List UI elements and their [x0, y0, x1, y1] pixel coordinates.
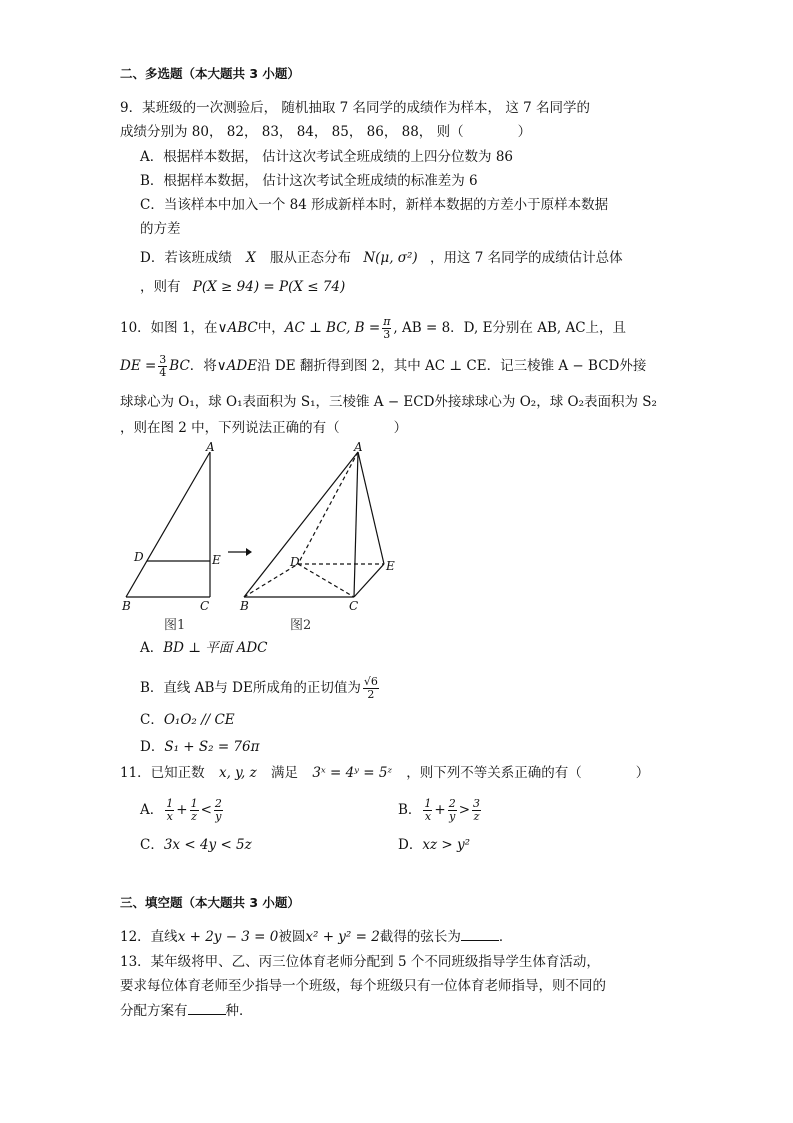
- q10-frac-den: 4: [159, 366, 167, 379]
- q10-option-d: [140, 737, 260, 757]
- fig2-edge-ad-hidden: [298, 452, 358, 564]
- q11-b-n3: 3: [473, 797, 481, 810]
- q9-d-text-c: ，用这 7 名同学的成绩估计总体: [429, 250, 623, 266]
- q12-text-a: 12．直线: [120, 929, 178, 945]
- q11-b-plus: +: [434, 802, 446, 818]
- q10-l1-math: AC ⊥ BC, B =: [284, 320, 381, 336]
- q9-d-text-a: D．若该班成绩: [140, 250, 232, 266]
- q10-a-label: A．: [140, 640, 164, 656]
- q11-a-rel: <: [200, 802, 212, 818]
- q11-c-math: 3x < 4y < 5z: [163, 837, 252, 853]
- q11-d-label: D．: [398, 837, 423, 853]
- q10-a-math: BD ⊥ 平面 ADC: [163, 640, 268, 656]
- q11-text-b: 满足: [271, 765, 299, 781]
- q9-option-c-line2: 的方差: [140, 221, 181, 237]
- q10-c-math: O₁O₂ // CE: [163, 712, 235, 728]
- q12-line-eq: x + 2y − 3 = 0: [177, 929, 279, 945]
- q10-l2-text-b: 沿 DE 翻折得到图 2，其中 AC ⊥ CE．记三棱锥 A − BCD外接: [257, 358, 647, 374]
- q11-b-n2: 2: [448, 797, 456, 810]
- q11-a-frac2: [190, 798, 199, 823]
- q10-b-fraction: [363, 676, 379, 701]
- q13-stem-line1: 13．某年级将甲、乙、丙三位体育老师分配到 5 个不同班级指导学生体育活动，: [120, 954, 600, 970]
- q9-d2-text: ，则有: [140, 279, 181, 295]
- q10-l1-text-b: 中，: [257, 320, 285, 336]
- q11-b-n1: 1: [424, 797, 432, 810]
- fig2-label-c: C: [349, 599, 359, 613]
- q12-text-b: 被圆: [278, 929, 306, 945]
- q9-option-d-line1: [140, 248, 623, 268]
- fig2-edge-dc-hidden: [298, 564, 354, 597]
- q9-d-var-x: X: [246, 250, 256, 266]
- q10-frac-num: 3: [159, 353, 167, 366]
- q11-a-n1: 1: [166, 797, 174, 810]
- q10-l2-text-a: ．将: [189, 358, 217, 374]
- q12-answer-blank[interactable]: [461, 926, 499, 941]
- fig1-edge-ab: [126, 452, 210, 597]
- q10-l2-triangle: ∨ADE: [216, 358, 258, 374]
- q10-option-b: [140, 676, 381, 701]
- fig2-edge-ce: [354, 564, 384, 597]
- q11-a-plus: +: [176, 802, 188, 818]
- q9-option-c-line1: C．当该样本中加入一个 84 形成新样本时，新样本数据的方差小于原样本数据: [140, 197, 609, 213]
- q11-a-d1: x: [166, 810, 173, 823]
- q11-a-d2: z: [191, 810, 197, 823]
- q11-text-c: ，则下列不等关系正确的有（ ）: [406, 765, 650, 781]
- fig1-label-a: A: [206, 440, 215, 454]
- q10-stem-line4: ，则在图 2 中，下列说法正确的有（ ）: [120, 420, 408, 436]
- q10-three: 3: [383, 328, 391, 341]
- q9-d-text-b: 服从正态分布: [270, 250, 352, 266]
- q9-d2-prob: P(X ≥ 94) = P(X ≤ 74): [192, 279, 346, 295]
- q10-b-text: B．直线 AB与 DE所成角的正切值为: [140, 680, 361, 696]
- q10-pi-over-3: [382, 316, 391, 341]
- q11-option-b: [398, 798, 483, 823]
- q13-text-a: 分配方案有: [120, 1003, 188, 1019]
- q11-option-a: [140, 798, 225, 823]
- q10-option-a: [140, 638, 267, 658]
- q10-figures: [110, 440, 410, 640]
- fig2-edge-ab: [244, 452, 358, 597]
- q9-option-b: B．根据样本数据， 估计这次考试全班成绩的标准差为 6: [140, 173, 478, 189]
- q9-d-normal: N(μ, σ²): [363, 250, 418, 266]
- fig2-edge-ac: [354, 452, 358, 597]
- q11-b-d3: z: [473, 810, 480, 823]
- section-heading-fill: 三、填空题（本大题共 3 小题）: [120, 895, 300, 910]
- q11-b-frac3: [472, 798, 481, 823]
- fig2-label-d: D: [290, 555, 300, 569]
- q11-stem: [120, 763, 649, 783]
- q12-stem: [120, 926, 512, 947]
- q11-b-label: B．: [398, 802, 422, 818]
- q10-b-den: 2: [367, 688, 375, 701]
- q9-stem-line1: 9．某班级的一次测验后， 随机抽取 7 名同学的成绩作为样本， 这 7 名同学的: [120, 100, 591, 116]
- q11-b-rel: >: [458, 802, 471, 818]
- fig1-label-c: C: [200, 599, 210, 613]
- fig1-label-e: E: [212, 553, 221, 567]
- q11-b-frac1: [423, 798, 432, 823]
- q10-l1-triangle: ∨ABC: [217, 320, 258, 336]
- q11-a-n2: 1: [190, 797, 198, 810]
- q11-a-frac1: [165, 798, 174, 823]
- fig2-label-a: A: [354, 440, 363, 454]
- fig1-caption: 图1: [164, 618, 186, 633]
- q12-text-d: ．: [498, 929, 513, 945]
- q10-option-c: [140, 710, 235, 730]
- q13-stem-line3: [120, 1000, 253, 1021]
- q11-a-frac3: [214, 798, 223, 823]
- q11-a-n3: 2: [214, 797, 222, 810]
- q10-vector-bc: BC: [169, 358, 190, 374]
- q12-circle-eq: x² + y² = 2: [305, 929, 380, 945]
- q11-b-d1: x: [424, 810, 432, 823]
- fig1-label-b: B: [122, 599, 131, 613]
- q11-option-d: [398, 835, 470, 855]
- q11-a-d3: y: [215, 810, 222, 823]
- q9-option-a: A．根据样本数据， 估计这次考试全班成绩的上四分位数为 86: [140, 149, 514, 165]
- q11-b-frac2: [448, 798, 457, 823]
- q10-c-label: C．: [140, 712, 164, 728]
- q10-l1-text-a: 10．如图 1，在: [120, 320, 218, 336]
- fig2-label-b: B: [240, 599, 249, 613]
- section-heading-multi: 二、多选题（本大题共 3 小题）: [120, 66, 300, 81]
- q10-l1-text-d: , AB = 8．D, E分别在 AB, AC上，且: [393, 320, 627, 336]
- q11-vars: x, y, z: [218, 765, 257, 781]
- q11-equation: 3ˣ = 4ʸ = 5ᶻ: [312, 765, 392, 781]
- q10-vector-de: DE =: [120, 358, 157, 374]
- q10-stem-line1: [120, 316, 626, 341]
- q13-text-b: 种．: [225, 1003, 253, 1019]
- q10-b-num: √6: [363, 675, 378, 688]
- q11-a-label: A．: [140, 802, 164, 818]
- q10-stem-line2: [120, 354, 646, 379]
- fig2-edge-ae: [358, 452, 384, 564]
- q11-option-c: [140, 835, 252, 855]
- fold-arrow-icon: [246, 548, 252, 556]
- q11-text-a: 11．已知正数: [120, 765, 205, 781]
- q11-b-d2: y: [449, 810, 456, 823]
- q10-stem-line3: 球球心为 O₁，球 O₁表面积为 S₁，三棱锥 A − ECD外接球球心为 O₂，球 O₂表面积为 S₂: [120, 394, 657, 410]
- q13-answer-blank[interactable]: [188, 1000, 226, 1015]
- q10-three-quarters: [158, 354, 167, 379]
- q9-stem-line2: 成绩分别为 80， 82， 83， 84， 85， 86， 88， 则（ ）: [120, 124, 532, 140]
- q10-d-math: S₁ + S₂ = 76π: [164, 739, 260, 755]
- q10-d-label: D．: [140, 739, 165, 755]
- fig2-label-e: E: [386, 559, 395, 573]
- q13-stem-line2: 要求每位体育老师至少指导一个班级，每个班级只有一位体育老师指导，则不同的: [120, 978, 606, 994]
- q10-pi: π: [383, 315, 391, 328]
- q11-d-math: xz > y²: [422, 837, 470, 853]
- fig1-label-d: D: [134, 550, 144, 564]
- q11-c-label: C．: [140, 837, 164, 853]
- fig2-caption: 图2: [290, 618, 312, 633]
- q12-text-c: 截得的弦长为: [379, 929, 461, 945]
- q9-option-d-line2: [140, 277, 345, 297]
